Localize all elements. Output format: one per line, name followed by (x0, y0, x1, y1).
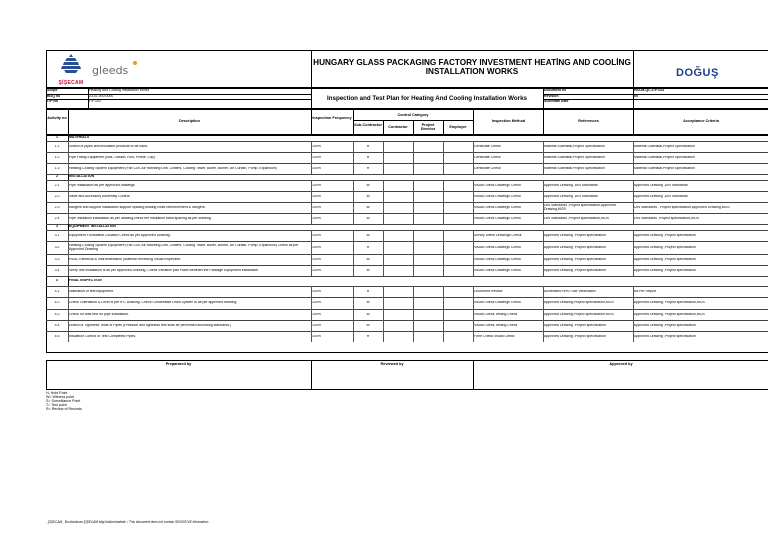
cell-references: Approved Drawing ,Project specification (544, 245, 606, 249)
cell-references: DIN Standards ,Project specification,MOS (544, 216, 609, 220)
itp-label: ITP No (47, 100, 59, 103)
sisecam-logo (58, 53, 84, 86)
cell-references: DIN Standards ,Project specification,Approved Drawing,MOS (544, 203, 616, 211)
document-title-line1: HUNGARY GLASS PACKAGING FACTORY INVESTMENT HEATİNG AND COOLİNG (313, 58, 631, 67)
cell-activity-no: 4.4 (54, 323, 60, 327)
cell-activity-no: 4 (56, 279, 58, 283)
cell-references: Approved Drawing,Project specification,MOS (544, 301, 614, 305)
cell-activity-no: 3.2 (54, 245, 60, 249)
plan-title: Inspection and Test Plan for Heating And Cooling Installation Works (327, 95, 527, 102)
cell-inspection-method: Visual Check Drawings Check (474, 183, 521, 187)
revision-value: 00 (634, 94, 638, 98)
col-contractor: Contractor (388, 125, 408, 129)
cell-frequency: 100% (312, 268, 321, 272)
cell-acceptance: Approved Drawing ,Project specification (634, 233, 696, 237)
cell-activity-no: 3.4 (54, 268, 60, 272)
cell-sub-contractor: W (366, 268, 370, 272)
col-project-director: Project Director (420, 123, 436, 132)
cell-sub-contractor: W (366, 312, 370, 316)
cell-description: Insulation Control of Test Completed Pipes. (69, 334, 137, 338)
cell-sub-contractor: H (366, 289, 370, 293)
cell-inspection-method: Visual Check Drawings Check (474, 268, 521, 272)
col-inspection-method: Inspection Method (491, 119, 526, 123)
boq-value: 23.01.000.0000 (89, 94, 114, 98)
itp-value: ITP-022 (89, 100, 102, 103)
cell-frequency: 100% (312, 312, 321, 316)
gleeds-logo-text: gleeds (92, 64, 129, 77)
cell-sub-contractor: W (366, 257, 370, 261)
cell-references: Approved Drawing ,DIN Standards (544, 194, 598, 198)
cell-acceptance: Material Submittal,Project Specification (634, 155, 695, 159)
cell-inspection-method: Form Check,Visual Check (474, 334, 515, 338)
cell-sub-contractor: W (366, 194, 370, 198)
cell-inspection-method: Visual Check Drawings Check (474, 257, 521, 261)
dogus-logo-text: DOĞUŞ (676, 67, 719, 79)
cell-acceptance: Approved Drawing ,Project specification (634, 334, 696, 338)
cell-activity-no: 3.1 (54, 233, 60, 237)
cell-activity-no: 1.1 (54, 144, 60, 148)
cell-activity-no: 2.3 (54, 205, 60, 209)
cell-references: Approved Drawing ,Project specification (544, 233, 606, 237)
cell-frequency: 100% (312, 155, 321, 159)
cell-inspection-method: Survey check Drawings Check (474, 233, 522, 237)
cell-frequency: 100% (312, 144, 321, 148)
cell-frequency: 100% (312, 183, 321, 187)
cell-inspection-method: Certificate Check (474, 144, 501, 148)
cell-activity-no: 4.2 (54, 301, 60, 305)
legend-item: R= Review of Records (46, 407, 82, 411)
gleeds-dot-icon (133, 61, 137, 65)
cell-description: Heating-Cooling System Equipment (Fan Coil, Air Handling Unit, Chillers, Cooling Tower, Boiler, Burner, Air Curtain, Pump, Expansion) (69, 166, 277, 170)
confidentiality-footer: _ŞİŞECAM_ Bu doküman ŞİŞECAM bilgi hükümündedir. / This document does not contain SENSITIVE information (46, 520, 209, 524)
col-sub-contractor: Sub-Contractor (354, 123, 382, 127)
cell-frequency: 100% (312, 289, 321, 293)
cell-description: control of Tightness Tests of Pipes (Pressure and tightness test shall be performed according standards.) (69, 323, 232, 327)
cell-sub-contractor: W (366, 216, 370, 220)
sisecam-logo-text: ŞİŞECAM (58, 80, 84, 86)
cell-activity-no: 1.2 (54, 155, 60, 159)
document-no-value: HSCM-QC-ITP-022 (634, 89, 665, 92)
cell-activity-no: 4.5 (54, 334, 60, 338)
cell-activity-no: 3 (56, 225, 58, 229)
document-title-line2: INSTALLATION WORKS (425, 67, 519, 76)
legend-item: H- Hold Point (46, 391, 68, 395)
col-frequency: Inspection Frequency (312, 116, 352, 120)
cell-description: EQUIPMENT INSTALLATION (69, 225, 116, 229)
cell-frequency: 100% (312, 334, 321, 338)
cell-references: Approved Drawing ,Project specification (544, 257, 606, 261)
cell-description: FINAL INSPECTION (69, 279, 102, 283)
legend-item: W= Witness point (46, 395, 75, 399)
cell-activity-no: 1.3 (54, 166, 60, 170)
cell-description: Check for leak test for pipe installation. (69, 312, 130, 316)
cell-activity-no: 3.3 (54, 257, 60, 261)
cell-references: Material Submittal,Project Specification (544, 144, 605, 148)
cell-acceptance: DIN Standards ,Project specification,MOS (634, 216, 699, 220)
col-description: Description (179, 119, 200, 123)
cell-sub-contractor: W (366, 183, 370, 187)
cell-description: Equipment Foundation Location Check as per Approved Drawing. (69, 233, 171, 237)
cell-acceptance: Approved Drawing ,Project specification (634, 268, 696, 272)
cell-description: Pipe Fitting Equipment (Bolt, Gasket, Rod, Profile, Clip) (69, 155, 155, 159)
cell-sub-contractor: H (366, 144, 370, 148)
cell-references: Approved Drawing ,Project specification (544, 334, 606, 338)
cell-acceptance: Approved Drawing ,Project specification (634, 257, 696, 261)
cell-frequency: 100% (312, 194, 321, 198)
gleeds-logo (92, 61, 137, 79)
col-activity-no: Activity no (47, 116, 67, 120)
cell-frequency: 100% (312, 245, 321, 249)
document-no-label: Document no (544, 89, 567, 92)
cell-inspection-method: Visual Check,Testing Check (474, 323, 518, 327)
cell-acceptance: As Per Report (634, 289, 656, 293)
reviewed-by-label: Reviewed by (380, 362, 404, 366)
cell-acceptance: Approved Drawing, Project specification,MOS (634, 301, 705, 305)
cell-description: Check Orientation & Level is per IFC Drawing. Check Condensate Drain System is as per approved drawing. (69, 301, 238, 305)
boq-label: BOQ no (47, 94, 61, 98)
cell-inspection-method: Visual Check Drawings Check (474, 245, 521, 249)
col-employer: Employer (449, 125, 467, 129)
legend-item: T= Test point (46, 403, 67, 407)
cell-activity-no: 2.2 (54, 194, 60, 198)
cell-sub-contractor: H (366, 166, 370, 170)
cell-frequency: 100% (312, 301, 321, 305)
cell-references: Accredited Firm / Site Verification (544, 289, 596, 293)
cell-references: Approved Drawing,Project specification,MOS (544, 312, 614, 316)
cell-frequency: 100% (312, 257, 321, 261)
cell-description: Pipe insulation installation as per drawing,check the insulation band spacing as per drawing. (69, 216, 212, 220)
cell-inspection-method: Certificate Check (474, 166, 501, 170)
cell-inspection-method: Visual Check,Testing Check (474, 312, 518, 316)
cell-activity-no: 2.4 (54, 216, 60, 220)
cell-sub-contractor: W (366, 301, 370, 305)
cell-acceptance: Approved Drawing ,Project specification (634, 245, 696, 249)
cell-description: Pipe installation as per approved drawings (69, 183, 135, 187)
cell-frequency: 100% (312, 166, 321, 170)
cell-inspection-method: Visual Check Drawings Check (474, 216, 521, 220)
cell-description: HVAC Electrical & Instrumentation (Material Receiving Visual Inspection. (69, 257, 182, 261)
cell-activity-no: 4.1 (54, 289, 60, 293)
revision-label: Revision (544, 94, 559, 98)
submittal-date-label: Submittal Date (544, 100, 569, 103)
cell-activity-no: 2.1 (54, 183, 60, 187)
cell-frequency: 100% (312, 323, 321, 327)
cell-inspection-method: Visual Check Drawings Check (474, 194, 521, 198)
cell-frequency: 100% (312, 205, 321, 209)
col-acceptance: Acceptance Criteria (683, 119, 719, 123)
scope-value: Heating And Cooling Installation Works (89, 89, 150, 92)
cell-acceptance: Approved Drawing ,Project specification (634, 323, 696, 327)
cell-description: INSTALLATION (69, 175, 95, 179)
legend (46, 391, 82, 411)
cell-activity-no: 4.3 (54, 312, 60, 316)
cell-description: control of pipes and insulation products to be used. (69, 144, 148, 148)
cell-description: Valve and Accessory Assembly Control. (69, 194, 131, 198)
cell-description: Verify unit installation is as per approved Drawing, Check Vibration pad Place Beneath the Package Equipment installation (69, 268, 259, 272)
cell-inspection-method: Document Review (474, 289, 503, 293)
cell-acceptance: Approved Drawing, Project specification,MOS (634, 312, 705, 316)
cell-inspection-method: Visual Check Drawings Check (474, 205, 521, 209)
cell-acceptance: Approved Drawing ,DIN Standards (634, 194, 688, 198)
cell-activity-no: 1 (56, 136, 58, 140)
legend-item: S= Surveillance Point (46, 399, 81, 403)
col-control-category: Control Category (397, 113, 429, 117)
cell-references: Approved Drawing ,Project specification (544, 323, 606, 327)
cell-activity-no: 2 (56, 175, 58, 179)
prepared-by-label: Preparared by (165, 362, 192, 366)
cell-acceptance: Material Submittal,Project Specification (634, 144, 695, 148)
cell-description: MATERIALS (69, 136, 90, 140)
dogus-logo (676, 63, 719, 84)
cell-references: Approved Drawing ,Project specification (544, 268, 606, 272)
cell-acceptance: DIN Standards , Project specification,Approved Drawing,MOS (634, 205, 730, 209)
cell-sub-contractor: W (366, 323, 370, 327)
cell-references: Approved Drawing ,DIN Standards (544, 183, 598, 187)
col-references: References (578, 119, 599, 123)
cell-sub-contractor: W (366, 205, 370, 209)
approved-by-label: Approved by (609, 362, 633, 366)
cell-frequency: 100% (312, 216, 321, 220)
scope-label: Scope (47, 89, 58, 92)
cell-sub-contractor: W (366, 233, 370, 237)
cell-references: Material Submittal,Project Specification (544, 166, 605, 170)
cell-inspection-method: Certificate Check (474, 155, 501, 159)
cell-description: hangers and support installation support spacing,sealing route,reinforcement & hangers. (69, 205, 206, 209)
cell-description: Heating-Cooling System Equipment (Fan Coil, Air Handling Unit, Chillers, Cooling Tower, Boiler, Burner, Air Curtain, Pump, Expansion) Check as per Approved Drawing (69, 243, 299, 251)
cell-sub-contractor: H (366, 334, 370, 338)
cell-frequency: 100% (312, 233, 321, 237)
cell-acceptance: Approved Drawing ,DIN Standards (634, 183, 688, 187)
cell-description: calibration of test equipment. (69, 289, 114, 293)
cell-sub-contractor: H (366, 245, 370, 249)
cell-references: Material Submittal,Project Specification (544, 155, 605, 159)
cell-acceptance: Material Submittal,Project Specification (634, 166, 695, 170)
cell-sub-contractor: H (366, 155, 370, 159)
cell-inspection-method: Visual Check Drawings Check (474, 301, 521, 305)
